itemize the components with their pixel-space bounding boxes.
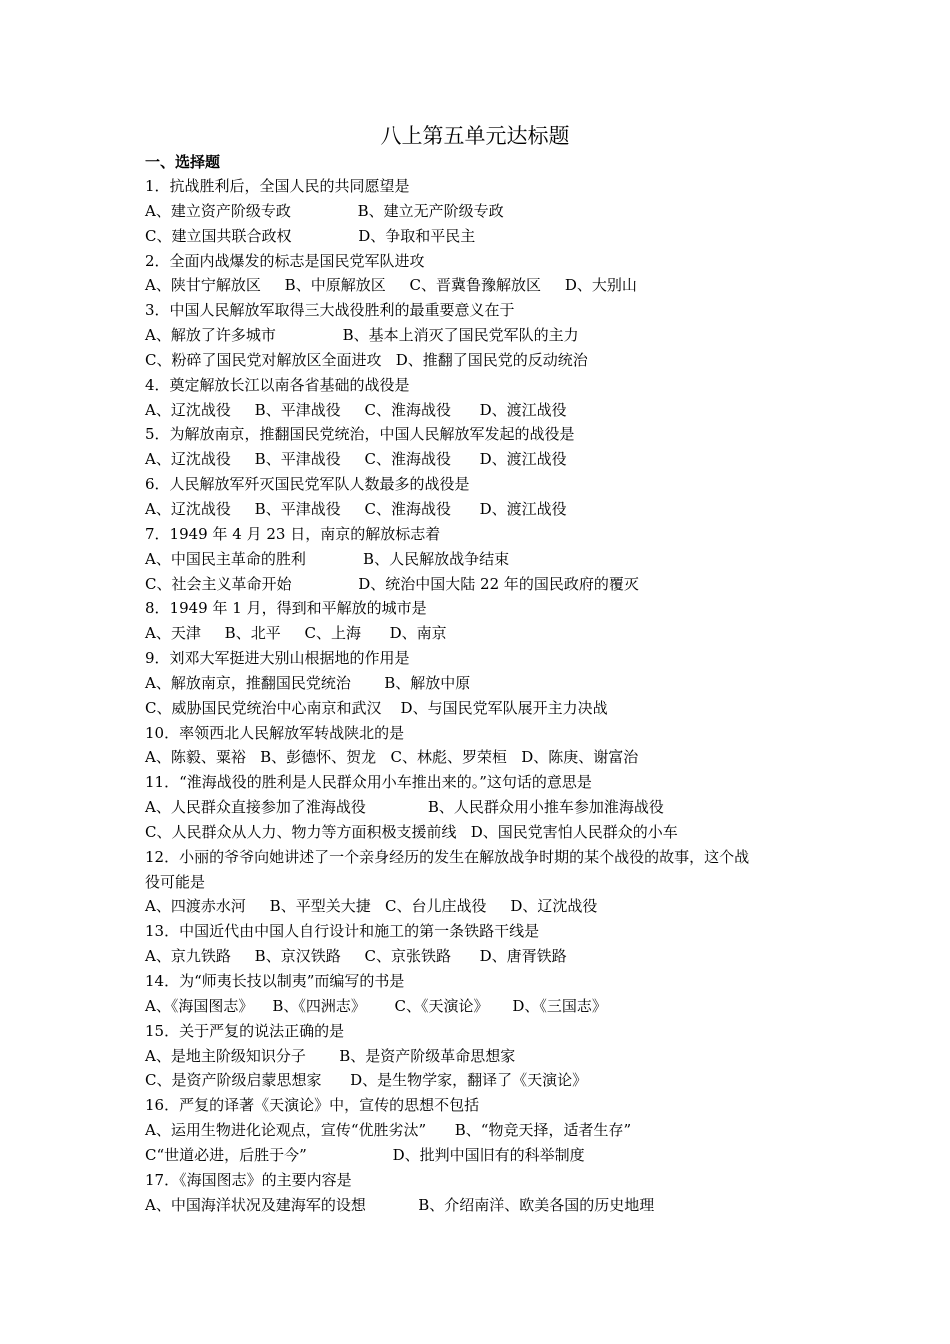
- text-line: A、陕甘宁解放区 B、中原解放区 C、晋冀鲁豫解放区 D、大别山: [145, 276, 637, 295]
- text-line: A、四渡赤水河 B、平型关大捷 C、台儿庄战役 D、辽沈战役: [145, 897, 598, 916]
- text-line: A、运用生物进化论观点，宣传“优胜劣汰” B、“物竞天择，适者生存”: [145, 1121, 632, 1140]
- text-line: A、中国民主革命的胜利 B、人民解放战争结束: [145, 549, 510, 568]
- text-line: C“世道必进，后胜于今” D、批判中国旧有的科举制度: [145, 1145, 585, 1164]
- text-line: A、建立资产阶级专政 B、建立无产阶级专政: [145, 201, 504, 220]
- text-line: 3．中国人民解放军取得三大战役胜利的最重要意义在于: [145, 301, 515, 320]
- text-line: A、辽沈战役 B、平津战役 C、淮海战役 D、渡江战役: [145, 450, 567, 469]
- text-line: C、人民群众从人力、物力等方面积极支援前线 D、国民党害怕人民群众的小车: [145, 822, 678, 841]
- text-line: 5．为解放南京，推翻国民党统治，中国人民解放军发起的战役是: [145, 425, 575, 444]
- text-line: 16．严复的译著《天演论》中，宣传的思想不包括: [145, 1096, 480, 1115]
- text-line: A、解放南京，推翻国民党统治 B、解放中原: [145, 673, 471, 692]
- text-line: 9．刘邓大军挺进大别山根据地的作用是: [145, 649, 410, 668]
- text-line: 13．中国近代由中国人自行设计和施工的第一条铁路干线是: [145, 922, 540, 941]
- text-line: 7．1949 年 4 月 23 日，南京的解放标志着: [145, 524, 441, 543]
- text-line: 10．率领西北人民解放军转战陕北的是: [145, 723, 405, 742]
- text-line: A、京九铁路 B、京汉铁路 C、京张铁路 D、唐胥铁路: [145, 947, 567, 966]
- text-line: 15．关于严复的说法正确的是: [145, 1021, 345, 1040]
- text-line: 17．《海国图志》的主要内容是: [145, 1170, 352, 1189]
- text-line: 4．奠定解放长江以南各省基础的战役是: [145, 375, 410, 394]
- text-line: A、《海国图志》 B、《四洲志》 C、《天演论》 D、《三国志》: [145, 996, 607, 1015]
- text-line: A、陈毅、粟裕 B、彭德怀、贺龙 C、林彪、罗荣桓 D、陈庚、谢富治: [145, 748, 639, 767]
- text-line: 6．人民解放军歼灭国民党军队人数最多的战役是: [145, 475, 470, 494]
- text-line: A、人民群众直接参加了淮海战役 B、人民群众用小推车参加淮海战役: [145, 798, 664, 817]
- text-line: A、辽沈战役 B、平津战役 C、淮海战役 D、渡江战役: [145, 400, 567, 419]
- text-line: C、是资产阶级启蒙思想家 D、是生物学家，翻译了《天演论》: [145, 1071, 588, 1090]
- text-line: 2．全面内战爆发的标志是国民党军队进攻: [145, 251, 425, 270]
- text-line: 11．“淮海战役的胜利是人民群众用小车推出来的。”这句话的意思是: [145, 773, 592, 792]
- text-line: A、是地主阶级知识分子 B、是资产阶级革命思想家: [145, 1046, 516, 1065]
- text-line: 1．抗战胜利后，全国人民的共同愿望是: [145, 177, 410, 195]
- text-line: C、威胁国民党统治中心南京和武汉 D、与国民党军队展开主力决战: [145, 698, 608, 717]
- page-title: 八上第五单元达标题: [380, 124, 570, 148]
- text-line: 役可能是: [145, 872, 206, 891]
- question-list: [145, 174, 820, 1217]
- text-line: A、中国海洋状况及建海军的设想 B、介绍南洋、欧美各国的历史地理: [145, 1195, 655, 1214]
- text-line: C、社会主义革命开始 D、统治中国大陆 22 年的国民政府的覆灭: [145, 574, 639, 593]
- text-line: 14．为“师夷长技以制夷”而编写的书是: [145, 972, 405, 990]
- text-line: A、辽沈战役 B、平津战役 C、淮海战役 D、渡江战役: [145, 499, 567, 518]
- section-heading: 一、选择题: [145, 153, 221, 171]
- text-line: A、解放了许多城市 B、基本上消灭了国民党军队的主力: [145, 326, 579, 345]
- text-line: C、粉碎了国民党对解放区全面进攻 D、推翻了国民党的反动统治: [145, 350, 588, 369]
- text-line: A、天津 B、北平 C、上海 D、南京: [145, 624, 447, 643]
- text-line: 12．小丽的爷爷向她讲述了一个亲身经历的发生在解放战争时期的某个战役的故事，这个战: [145, 847, 750, 866]
- text-line: C、建立国共联合政权 D、争取和平民主: [145, 226, 476, 245]
- text-line: 8．1949 年 1 月，得到和平解放的城市是: [145, 599, 427, 618]
